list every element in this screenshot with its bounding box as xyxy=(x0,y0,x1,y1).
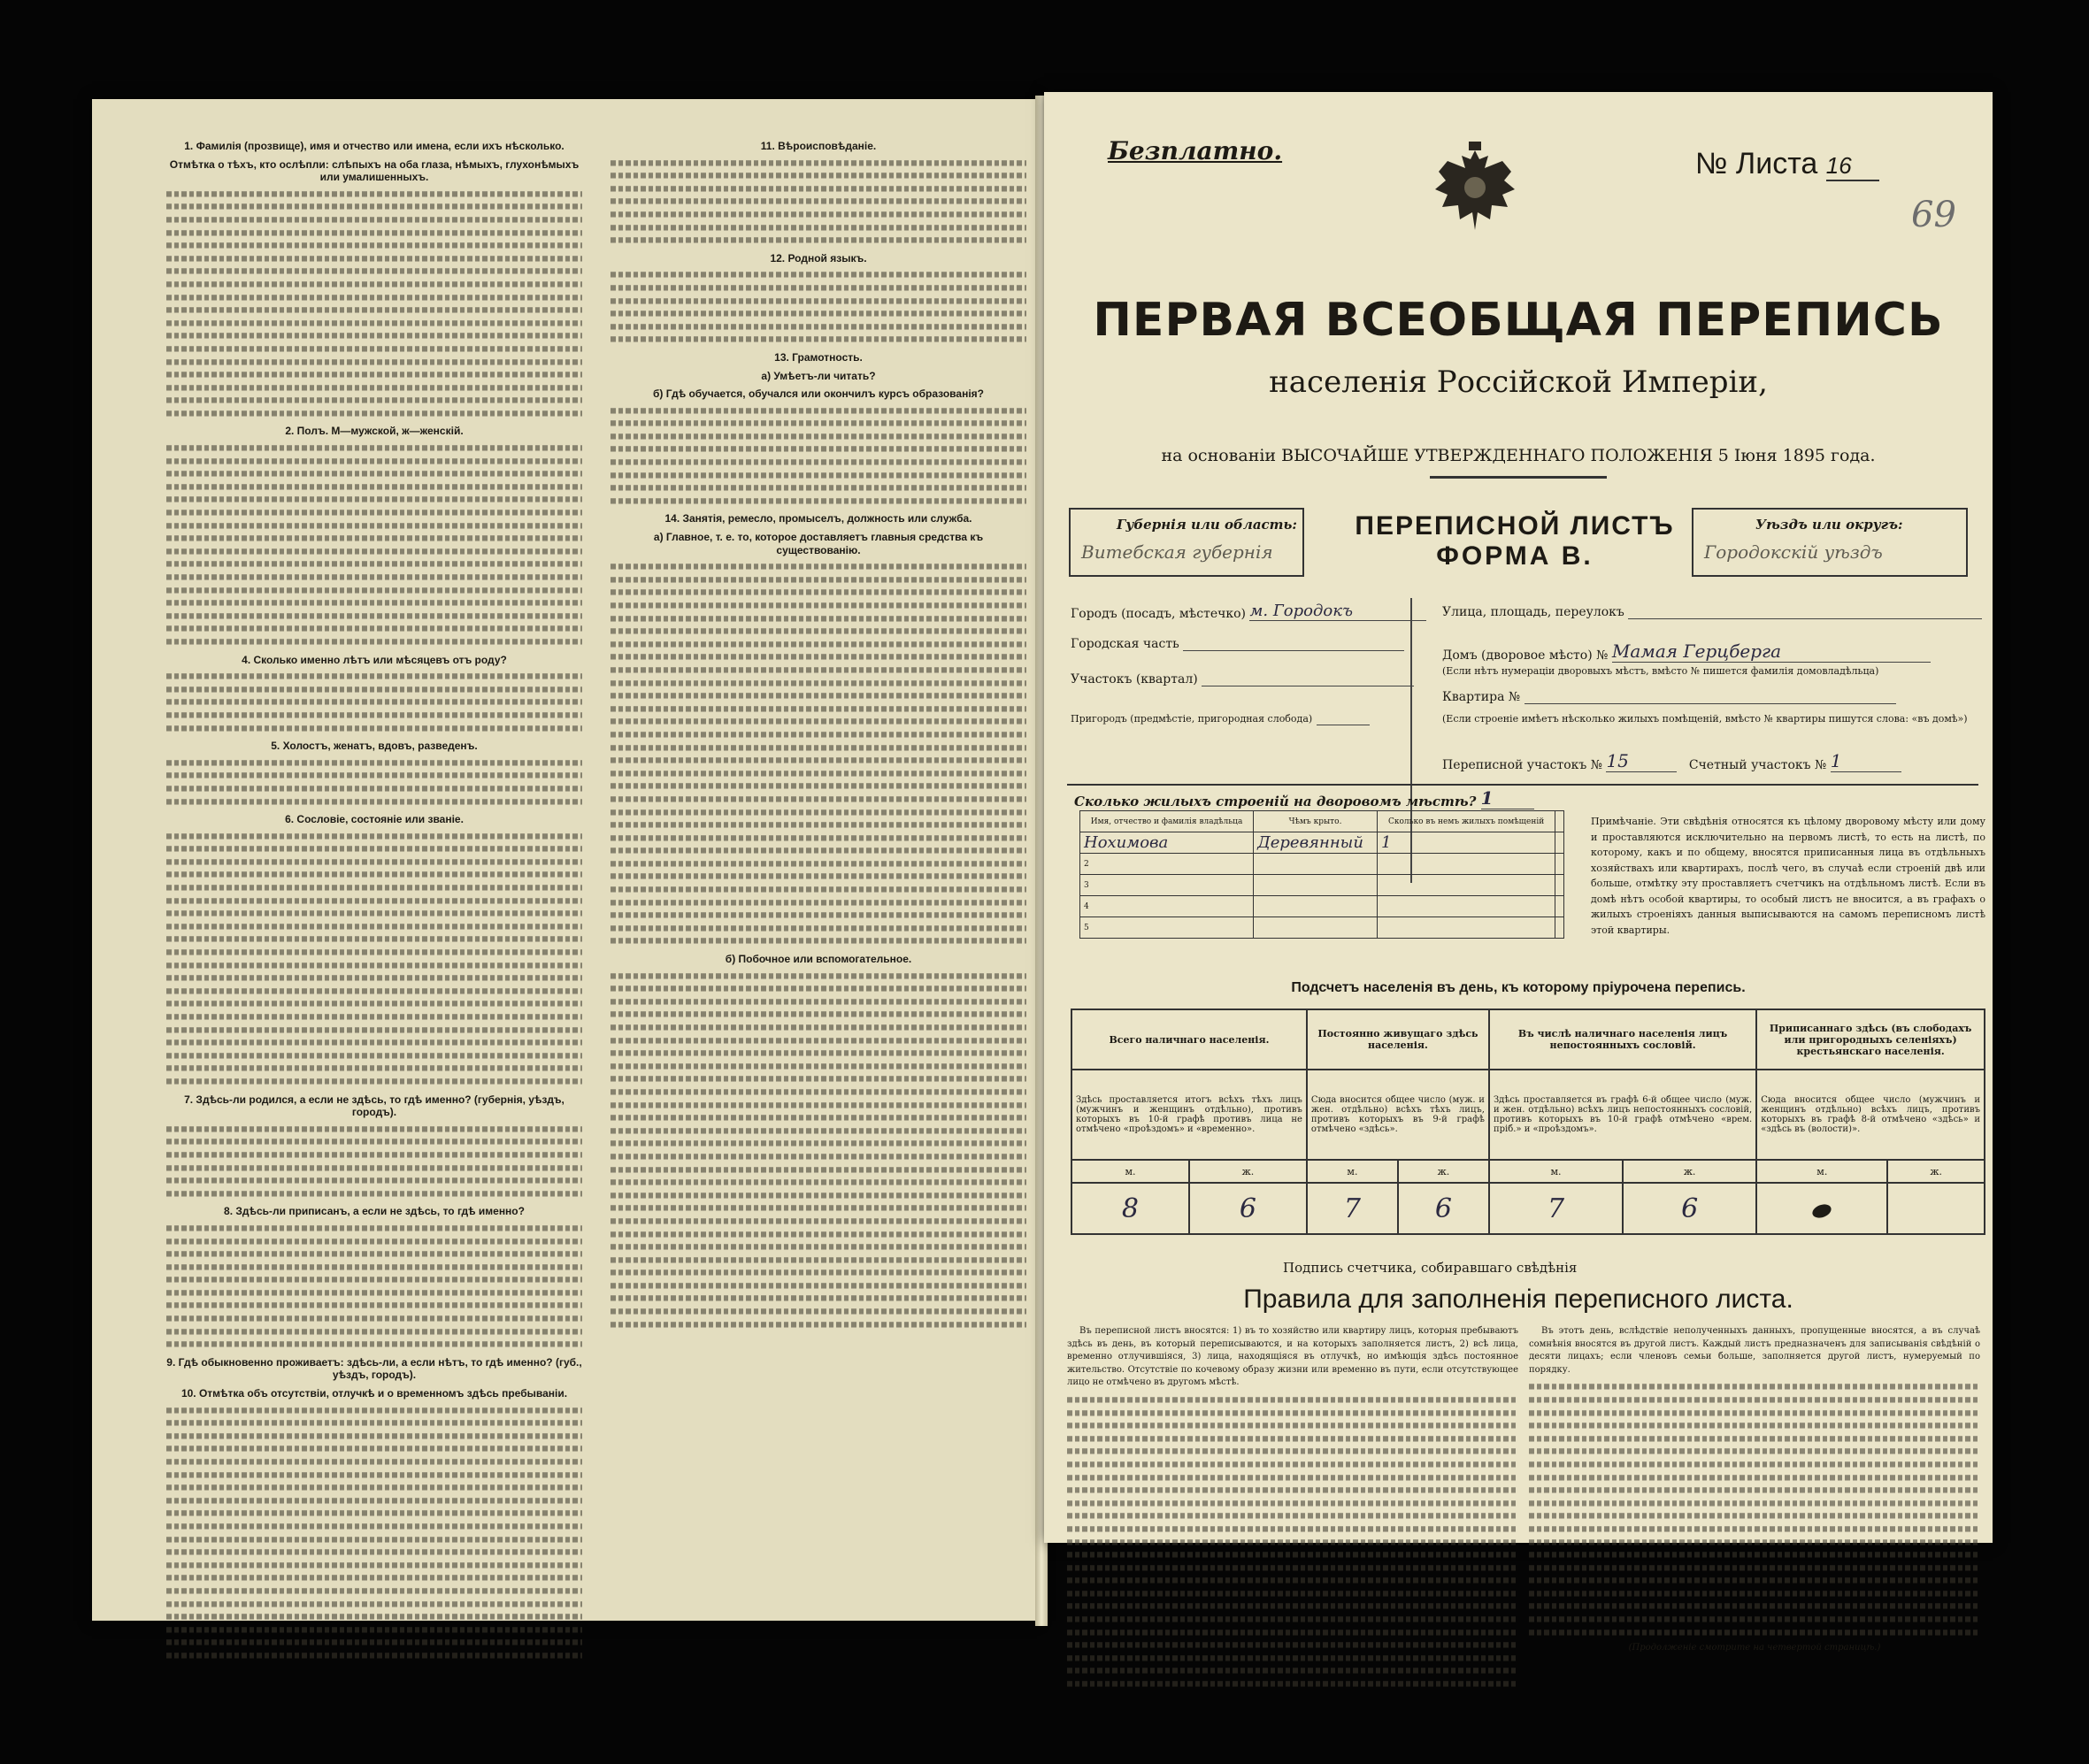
ct-value: 8 xyxy=(1071,1183,1189,1234)
form-title: ФОРМА В. xyxy=(1436,541,1594,571)
ct-value: 7 xyxy=(1489,1183,1623,1234)
dom-value: Мамая Герцберга xyxy=(1611,640,1782,662)
ct-header: Постоянно живущаго здѣсь населенія. xyxy=(1307,1009,1489,1070)
dom-label: Домъ (дворовое мѣсто) № xyxy=(1442,648,1609,663)
count-heading: Подсчетъ населенія въ день, къ которому пріурочена перепись. xyxy=(1291,980,1746,995)
bt-header: Чѣмъ крыто. xyxy=(1254,811,1378,832)
rules-column-2 xyxy=(1529,1325,1980,1655)
gorod-label: Городъ (посадъ, мѣстечко) xyxy=(1071,607,1247,621)
section-heading: б) Побочное или вспомогательное. xyxy=(725,953,912,966)
ulitsa-field xyxy=(1442,605,1982,619)
illegible-text-block xyxy=(166,188,582,420)
section-heading: 5. Холостъ, женатъ, вдовъ, разведенъ. xyxy=(271,740,478,753)
sheet-number-label: № Листа xyxy=(1695,147,1818,180)
illegible-text-block xyxy=(611,970,1026,1331)
left-column-1 xyxy=(166,134,582,1666)
gorod-chast-label: Городская часть xyxy=(1071,637,1179,651)
section-heading: 4. Сколько именно лѣтъ или мѣсяцевъ отъ роду? xyxy=(242,653,507,666)
divider xyxy=(1067,784,1978,786)
bt-header: Сколько въ немъ жилыхъ помѣщеній xyxy=(1378,811,1555,832)
section-heading: 2. Полъ. М—мужской, ж—женскій. xyxy=(285,425,464,438)
uezd-label: Уѣздъ или округъ: xyxy=(1755,517,1903,533)
illegible-text-block xyxy=(611,268,1026,346)
sign-field xyxy=(1283,1260,1577,1276)
page-title: ПЕРВАЯ ВСЕОБЩАЯ ПЕРЕПИСЬ xyxy=(1093,294,1944,347)
section-heading: 7. Здѣсь-ли родился, а если не здѣсь, то гдѣ именно? (губернія, уѣздъ, городъ). xyxy=(184,1093,564,1119)
guberniya-label: Губернія или область: xyxy=(1117,517,1297,533)
illegible-text-block xyxy=(166,830,582,1088)
ct-m: м. xyxy=(1489,1160,1623,1183)
ct-m: м. xyxy=(1307,1160,1398,1183)
rules-footer: (Продолженіе смотрите на четвертой страницѣ.) xyxy=(1628,1643,1881,1653)
illegible-text-block xyxy=(1529,1380,1980,1638)
guberniya-value: Витебская губернія xyxy=(1081,541,1273,563)
sign-label: Подпись счетчика, собиравшаго свѣдѣнія xyxy=(1283,1260,1578,1276)
section-heading: 12. Родной языкъ. xyxy=(770,251,867,265)
ct-zh: ж. xyxy=(1189,1160,1307,1183)
prigorod-field xyxy=(1071,711,1370,725)
section-heading: Отмѣтка о тѣхъ, кто ослѣпли: слѣпыхъ на оба глаза, нѣмыхъ, глухонѣмыхъ или умалишенныхъ. xyxy=(169,157,580,184)
schetny-uchastok-value: 1 xyxy=(1830,750,1842,771)
pencil-page-number: 69 xyxy=(1911,195,1956,235)
section-heading: б) Гдѣ обучается, обучался или окончилъ курсъ образованія? xyxy=(653,387,984,401)
ulitsa-label: Улица, площадь, переулокъ xyxy=(1442,605,1624,619)
ct-value: 6 xyxy=(1189,1183,1307,1234)
dom-field xyxy=(1442,640,1931,663)
section-heading: 6. Сословіе, состояніе или званіе. xyxy=(285,813,464,826)
buildings-field xyxy=(1074,787,1534,809)
buildings-value: 1 xyxy=(1480,787,1494,809)
rules-text: Въ переписной листъ вносятся: 1) въ то хозяйство или квартиру лицъ, которыя пребываютъ здѣсь въ день, въ который переписываются, и на которыхъ заполняется листъ, 2) всѣ лица, временно отлучившіяся, 3) лица, находящіяся въ отлучкѣ, но имѣющія здѣсь постоянное жительство. Отсутствіе по кочевому образу жизни или временно въ пути, если отсутствующее лицо не отмѣчено въ другомъ мѣстѣ. xyxy=(1067,1326,1518,1388)
uchastok-field xyxy=(1071,672,1414,686)
section-heading: 11. Вѣроисповѣданіе. xyxy=(760,140,877,152)
illegible-text-block xyxy=(166,1123,582,1200)
bt-cell xyxy=(1555,832,1564,854)
section-heading: 14. Занятія, ремесло, промыселъ, должность или служба. xyxy=(664,512,972,525)
kvartira-field xyxy=(1442,690,1896,704)
bt-header xyxy=(1555,811,1564,832)
page-subtitle: населенія Россійской Имперіи, xyxy=(1269,364,1768,400)
illegible-text-block xyxy=(166,670,582,734)
section-heading: 9. Гдѣ обыкновенно проживаетъ: здѣсь-ли, а если нѣтъ, то гдѣ именно? (губ., уѣздъ, городъ). xyxy=(166,1355,582,1382)
illegible-text-block xyxy=(166,1222,582,1351)
bt-row-num: 4 xyxy=(1080,896,1254,917)
ct-value xyxy=(1887,1183,1985,1234)
bt-row-num: 5 xyxy=(1080,917,1254,939)
note-text: Примѣчаніе. Эти свѣдѣнія относятся къ цѣлому дворовому мѣсту или дому и проставляются исключительно на первомъ листѣ, то есть на листѣ, по которому, какъ и по общему, вносятся приписанныя лица въ отдѣльныхъ хозяйствахъ или квартирахъ, послѣ чего, въ случаѣ если строеній двѣ или больше, отмѣтку эту проставляетъ счетчикъ на отдѣльномъ листѣ. Если въ домѣ нѣтъ особой квартиры, то особый листъ не вносится, а въ графахъ о жилыхъ строеніяхъ данныя выписываются на самомъ переписномъ листѣ этой квартиры. xyxy=(1591,816,1985,936)
divider xyxy=(1430,476,1607,479)
ct-value: 7 xyxy=(1307,1183,1398,1234)
bt-cell: Деревянный xyxy=(1254,832,1378,854)
bt-cell: Нохимова xyxy=(1080,832,1254,854)
guberniya-box xyxy=(1069,508,1304,577)
sheet-number xyxy=(1695,147,1879,181)
uezd-value: Городокскій уѣздъ xyxy=(1704,541,1883,563)
uchastok-label: Участокъ (квартал) xyxy=(1071,672,1198,686)
gorod-value: м. Городокъ xyxy=(1249,602,1353,620)
illegible-text-block xyxy=(611,404,1026,508)
illegible-text-block xyxy=(166,1404,582,1662)
ct-m: м. xyxy=(1756,1160,1887,1183)
section-heading: 10. Отмѣтка объ отсутствіи, отлучкѣ и о временномъ здѣсь пребываніи. xyxy=(180,1387,568,1400)
illegible-text-block xyxy=(1067,1393,1518,1691)
imperial-eagle-icon xyxy=(1426,142,1524,241)
ct-desc: Сюда вносится общее число (мужчинъ и женщинъ отдѣльно) всѣхъ лицъ, противъ которыхъ въ графѣ 8-й отмѣчено «здѣсь» и «здѣсь въ (волости)». xyxy=(1756,1070,1985,1160)
legal-basis: на основаніи ВЫСОЧАЙШЕ УТВЕРЖДЕННАГО ПОЛОЖЕНІЯ 5 Іюня 1895 года. xyxy=(1161,446,1876,465)
left-page xyxy=(92,99,1037,1621)
section-heading: 13. Грамотность. xyxy=(774,350,863,364)
kvartira-note: (Если строеніе имѣетъ нѣсколько жилыхъ помѣщеній, вмѣсто № квартиры пишутся слова: «въ домѣ») xyxy=(1442,713,1968,725)
illegible-text-block xyxy=(166,756,582,808)
buildings-label: Сколько жилыхъ строеній на дворовомъ мѣстѣ? xyxy=(1074,794,1477,809)
list-title: ПЕРЕПИСНОЙ ЛИСТЪ xyxy=(1355,511,1675,541)
gorod-field xyxy=(1071,602,1426,621)
prigorod-label: Пригородъ (предмѣстіе, пригородная слобода) xyxy=(1071,713,1313,725)
ct-desc: Здѣсь проставляется итогъ всѣхъ тѣхъ лицъ (мужчинъ и женщинъ отдѣльно), противъ которыхъ въ 10-й графѣ противъ лица не отмѣчено «проѣздомъ» и «временно». xyxy=(1071,1070,1307,1160)
rules-column-1 xyxy=(1067,1325,1518,1694)
bt-header: Имя, отчество и фамилія владѣльца xyxy=(1080,811,1254,832)
section-heading: 1. Фамилія (прозвище), имя и отчество или имена, если ихъ нѣсколько. xyxy=(184,140,564,152)
bt-cell: 1 xyxy=(1378,832,1555,854)
ct-value: 6 xyxy=(1623,1183,1756,1234)
uezd-box xyxy=(1692,508,1968,577)
ct-zh: ж. xyxy=(1887,1160,1985,1183)
buildings-table xyxy=(1079,810,1564,939)
ct-desc: Сюда вносится общее число (муж. и жен. отдѣльно) всѣхъ тѣхъ лицъ, противъ которыхъ въ 9-й графѣ отмѣчено «здѣсь». xyxy=(1307,1070,1489,1160)
perepisnoy-uchastok-label: Переписной участокъ № xyxy=(1442,758,1602,772)
ct-desc: Здѣсь проставляется въ графѣ 6-й общее число (муж. и жен. отдѣльно) всѣхъ лицъ непостоянныхъ сословій, противъ которыхъ въ 10-й графѣ отмѣчено «врем. пріб.» и «проѣздомъ». xyxy=(1489,1070,1756,1160)
ink-blot-icon xyxy=(1811,1201,1833,1220)
ct-header: Приписаннаго здѣсь (въ слободахъ или пригородныхъ селеніяхъ) крестьянскаго населенія. xyxy=(1756,1009,1985,1070)
uchastki-field xyxy=(1442,750,1901,772)
section-heading: а) Главное, т. е. то, которое доставляетъ главныя средства къ существованію. xyxy=(653,531,984,556)
ct-value: 6 xyxy=(1398,1183,1489,1234)
ct-zh: ж. xyxy=(1398,1160,1489,1183)
dom-note: (Если нѣтъ нумераціи дворовыхъ мѣстъ, вмѣсто № пишется фамилія домовладѣльца) xyxy=(1442,665,1879,677)
free-label: Безплатно. xyxy=(1108,136,1283,165)
kvartira-label: Квартира № xyxy=(1442,690,1521,704)
left-column-2 xyxy=(611,134,1026,1334)
ct-header: Въ числѣ наличнаго населенія лицъ непостоянныхъ сословій. xyxy=(1489,1009,1756,1070)
ct-m: м. xyxy=(1071,1160,1189,1183)
ct-value xyxy=(1756,1183,1887,1234)
rules-title: Правила для заполненія переписного листа. xyxy=(1243,1285,1793,1314)
schetny-uchastok-label: Счетный участокъ № xyxy=(1688,758,1827,772)
illegible-text-block xyxy=(611,560,1026,947)
bt-row-num: 2 xyxy=(1080,854,1254,875)
sheet-number-value: 16 xyxy=(1826,152,1879,181)
illegible-text-block xyxy=(166,441,582,648)
section-heading: а) Умѣетъ-ли читать? xyxy=(761,369,876,382)
ct-header: Всего наличнаго населенія. xyxy=(1071,1009,1307,1070)
bt-row-num: 3 xyxy=(1080,875,1254,896)
population-count-table xyxy=(1071,1009,1985,1235)
right-page xyxy=(1044,92,1993,1653)
rules-text: Въ этотъ день, вслѣдствіе неполученныхъ данныхъ, пропущенные вносятся, а въ случаѣ сомнѣнія вносятся въ другой листъ. Каждый листъ предназначенъ для записыванія свѣдѣній о десяти лицахъ; если членовъ семьи больше, заполняется другой листъ, нумеруемый по порядку. xyxy=(1529,1326,1980,1375)
illegible-text-block xyxy=(611,157,1026,247)
gorod-chast-field xyxy=(1071,637,1404,651)
perepisnoy-uchastok-value: 15 xyxy=(1606,750,1629,771)
ct-zh: ж. xyxy=(1623,1160,1756,1183)
section-heading: 8. Здѣсь-ли приписанъ, а если не здѣсь, то гдѣ именно? xyxy=(224,1205,525,1218)
